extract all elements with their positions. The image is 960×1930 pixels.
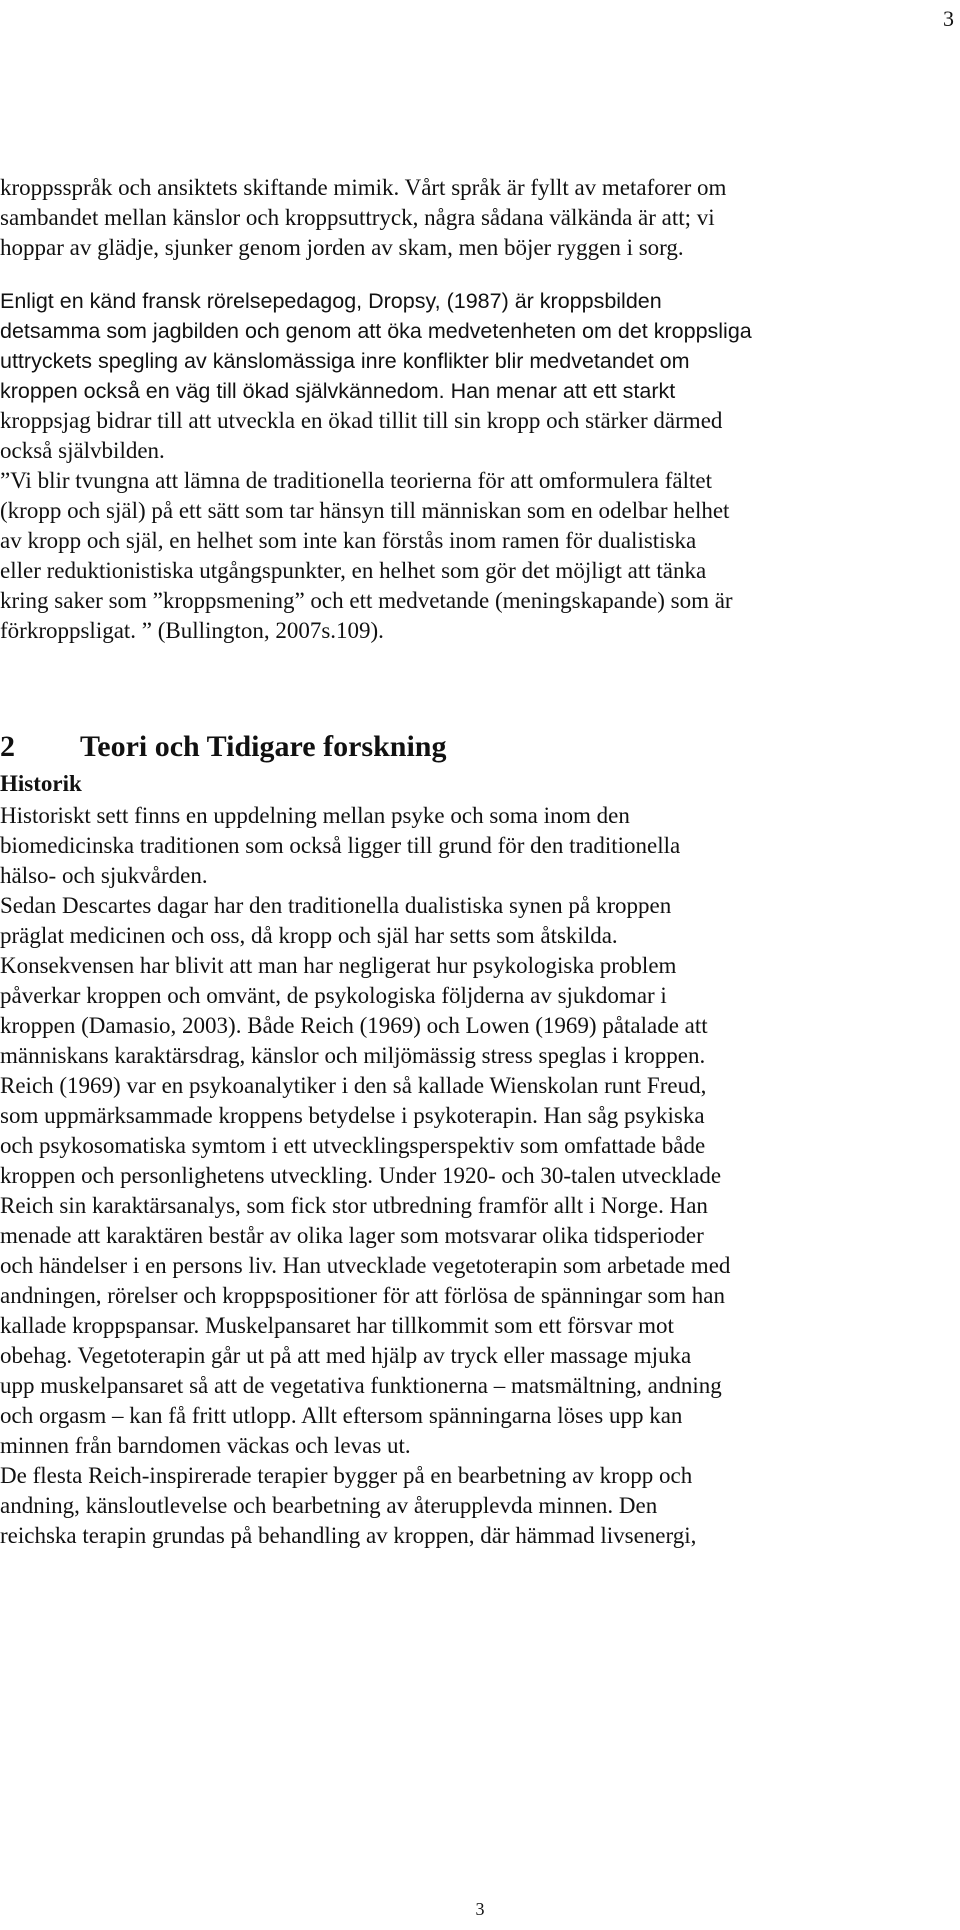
text-line: detsamma som jagbilden och genom att öka medvetenheten om det kroppsliga xyxy=(0,319,752,343)
subheading-historik: Historik xyxy=(0,771,82,796)
text-line: och psykosomatiska symtom i ett utvecklingsperspektiv som omfattade både xyxy=(0,1133,706,1158)
historik-body xyxy=(0,801,960,1551)
section-number: 2 xyxy=(0,730,15,763)
text-line: reichska terapin grundas på behandling av kroppen, där hämmad livsenergi, xyxy=(0,1523,697,1548)
text-line: människans karaktärsdrag, känslor och miljömässig stress speglas i kroppen. xyxy=(0,1043,706,1068)
section-heading xyxy=(0,727,960,767)
text-line: förkroppsligat. ” (Bullington, 2007s.109). xyxy=(0,618,384,643)
text-line: biomedicinska traditionen som också ligger till grund för den traditionella xyxy=(0,833,681,858)
text-line: (kropp och själ) på ett sätt som tar hänsyn till människan som en odelbar helhet xyxy=(0,498,730,523)
text-line: Historiskt sett finns en uppdelning mellan psyke och soma inom den xyxy=(0,803,630,828)
text-line: andning, känsloutlevelse och bearbetning av återupplevda minnen. Den xyxy=(0,1493,658,1518)
text-line: kroppsjag bidrar till att utveckla en ökad tillit till sin kropp och stärker därmed xyxy=(0,408,723,433)
text-line: kroppsspråk och ansiktets skiftande mimik. Vårt språk är fyllt av metaforer om xyxy=(0,175,727,200)
text-line: och händelser i en persons liv. Han utvecklade vegetoterapin som arbetade med xyxy=(0,1253,731,1278)
text-line: kroppen (Damasio, 2003). Både Reich (1969) och Lowen (1969) påtalade att xyxy=(0,1013,708,1038)
text-line: eller reduktionistiska utgångspunkter, en helhet som gör det möjligt att tänka xyxy=(0,558,707,583)
dropsy-paragraph xyxy=(0,286,960,466)
text-line: sambandet mellan känslor och kroppsuttryck, några sådana välkända är att; vi xyxy=(0,205,715,230)
text-line: Reich sin karaktärsanalys, som fick stor utbredning framför allt i Norge. Han xyxy=(0,1193,708,1218)
text-line: uttryckets spegling av känslomässiga inre konflikter blir medvetandet om xyxy=(0,349,690,373)
page-number-top: 3 xyxy=(943,6,954,31)
text-line: ”Vi blir tvungna att lämna de traditionella teorierna för att omformulera fältet xyxy=(0,468,712,493)
text-line: kroppen och personlighetens utveckling. Under 1920- och 30-talen utvecklade xyxy=(0,1163,722,1188)
text-line: av kropp och själ, en helhet som inte kan förstås inom ramen för dualistiska xyxy=(0,528,697,553)
text-line: upp muskelpansaret så att de vegetativa funktionerna – matsmältning, andning xyxy=(0,1373,722,1398)
text-line: och orgasm – kan få fritt utlopp. Allt eftersom spänningarna löses upp kan xyxy=(0,1403,683,1428)
section-title: Teori och Tidigare forskning xyxy=(80,730,447,763)
page-content xyxy=(0,173,960,1551)
text-line: också självbilden. xyxy=(0,438,165,463)
text-line: som uppmärksammade kroppens betydelse i psykoterapin. Han såg psykiska xyxy=(0,1103,705,1128)
text-line: kroppen också en väg till ökad självkännedom. Han menar att ett starkt xyxy=(0,379,676,403)
quote-paragraph xyxy=(0,466,960,646)
text-line: minnen från barndomen väckas och levas ut. xyxy=(0,1433,411,1458)
text-line: kring saker som ”kroppsmening” och ett medvetande (meningskapande) som är xyxy=(0,588,733,613)
text-line: Konsekvensen har blivit att man har negligerat hur psykologiska problem xyxy=(0,953,677,978)
text-line: obehag. Vegetoterapin går ut på att med hjälp av tryck eller massage mjuka xyxy=(0,1343,692,1368)
text-line: hälso- och sjukvården. xyxy=(0,863,208,888)
text-line: andningen, rörelser och kroppspositioner för att förlösa de spänningar som han xyxy=(0,1283,725,1308)
text-line: Enligt en känd fransk rörelsepedagog, Dropsy, (1987) är kroppsbilden xyxy=(0,289,662,313)
page-number-bottom: 3 xyxy=(475,1899,485,1919)
text-line: menade att karaktären består av olika lager som motsvarar olika tidsperioder xyxy=(0,1223,704,1248)
text-line: Sedan Descartes dagar har den traditionella dualistiska synen på kroppen xyxy=(0,893,672,918)
text-line: De flesta Reich-inspirerade terapier bygger på en bearbetning av kropp och xyxy=(0,1463,693,1488)
text-line: påverkar kroppen och omvänt, de psykologiska följderna av sjukdomar i xyxy=(0,983,667,1008)
text-line: präglat medicinen och oss, då kropp och själ har setts som åtskilda. xyxy=(0,923,618,948)
intro-paragraph xyxy=(0,173,960,263)
text-line: hoppar av glädje, sjunker genom jorden av skam, men böjer ryggen i sorg. xyxy=(0,235,684,260)
text-line: Reich (1969) var en psykoanalytiker i den så kallade Wienskolan runt Freud, xyxy=(0,1073,707,1098)
text-line: kallade kroppspansar. Muskelpansaret har tillkommit som ett försvar mot xyxy=(0,1313,674,1338)
